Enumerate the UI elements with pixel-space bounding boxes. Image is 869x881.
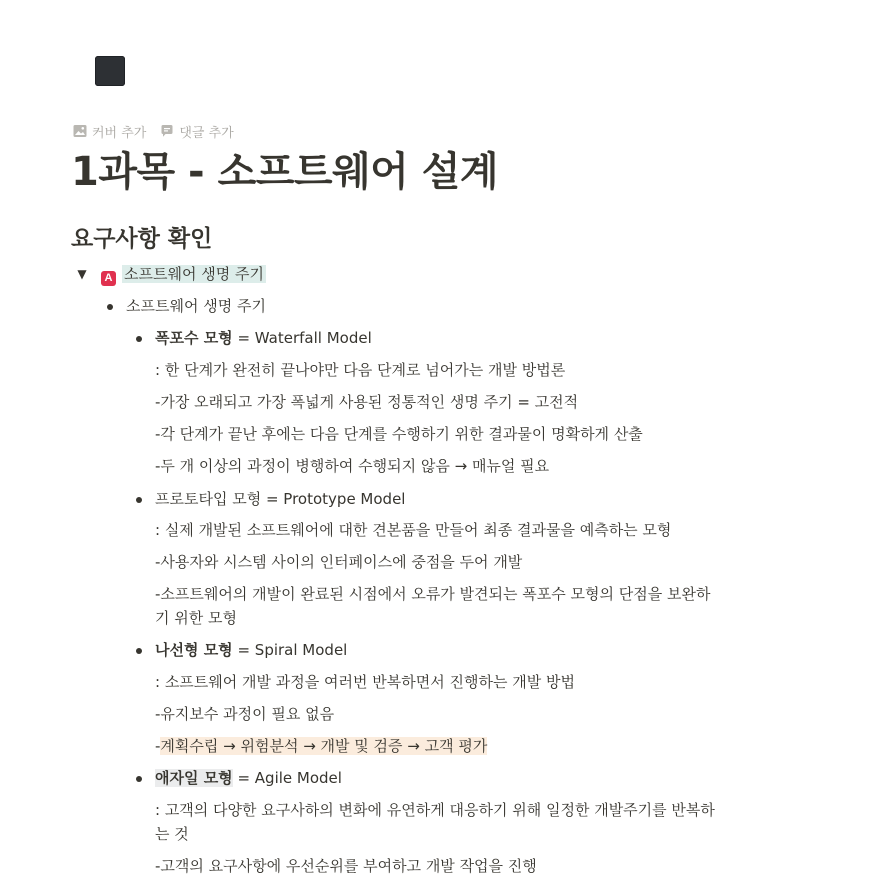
- section-heading[interactable]: 요구사항 확인: [71, 226, 213, 252]
- add-cover-label: 커버 추가: [92, 125, 147, 141]
- text-line[interactable]: : 한 단계가 완전히 끝나야만 다음 단계로 넘어가는 개발 방법론: [155, 361, 566, 379]
- add-cover-button[interactable]: [73, 122, 146, 141]
- a-letter-icon: A: [101, 271, 116, 286]
- page-controls: [73, 121, 234, 141]
- list-item-prototype[interactable]: 프로토타입 모형 = Prototype Model: [155, 490, 406, 508]
- list-item-agile[interactable]: [155, 766, 342, 790]
- text-line[interactable]: -각 단계가 끝난 후에는 다음 단계를 수행하기 위한 결과물이 명확하게 산출: [155, 425, 643, 443]
- bullet-icon: [136, 776, 142, 782]
- bullet-icon: [136, 648, 142, 654]
- add-comment-button[interactable]: [160, 122, 233, 141]
- waterfall-suffix: = Waterfall Model: [232, 329, 372, 347]
- spiral-suffix: = Spiral Model: [232, 641, 348, 659]
- list-item-lifecycle[interactable]: 소프트웨어 생명 주기: [126, 297, 266, 315]
- list-item-spiral[interactable]: [155, 638, 347, 662]
- text-line[interactable]: -사용자와 시스템 사이의 인터페이스에 중점을 두어 개발: [155, 553, 523, 571]
- page-title[interactable]: 1과목 - 소프트웨어 설계: [71, 149, 498, 195]
- agile-name: 애자일 모형: [155, 769, 233, 787]
- toggle-block[interactable]: [101, 262, 266, 286]
- text-line[interactable]: : 실제 개발된 소프트웨어에 대한 견본품을 만들어 최종 결과물을 예측하는 모형: [155, 521, 672, 539]
- page-icon[interactable]: [95, 56, 125, 86]
- add-comment-label: 댓글 추가: [179, 125, 234, 141]
- toggle-label: 소프트웨어 생명 주기: [124, 265, 264, 283]
- text-line[interactable]: -소프트웨어의 개발이 완료된 시점에서 오류가 발견되는 폭포수 모형의 단점을 보완하: [155, 585, 711, 603]
- bullet-icon: [107, 304, 113, 310]
- text-line[interactable]: : 소프트웨어 개발 과정을 여러번 반복하면서 진행하는 개발 방법: [155, 673, 575, 691]
- text-line-highlight[interactable]: [155, 734, 487, 758]
- agile-suffix: = Agile Model: [232, 769, 342, 787]
- spiral-process-highlight: 계획수립 → 위험분석 → 개발 및 검증 → 고객 평가: [160, 737, 488, 755]
- text-line[interactable]: 는 것: [155, 825, 189, 843]
- list-item-waterfall[interactable]: [155, 326, 372, 350]
- text-line[interactable]: 기 위한 모형: [155, 609, 237, 627]
- text-line[interactable]: -고객의 요구사항에 우선순위를 부여하고 개발 작업을 진행: [155, 857, 537, 875]
- bullet-icon: [136, 336, 142, 342]
- image-icon: [73, 124, 87, 138]
- spiral-name: 나선형 모형: [155, 641, 233, 659]
- comment-icon: [160, 124, 174, 138]
- text-line[interactable]: : 고객의 다양한 요구사하의 변화에 유연하게 대응하기 위해 일정한 개발주기를 반복하: [155, 801, 715, 819]
- bullet-icon: [136, 497, 142, 503]
- text-line[interactable]: -가장 오래되고 가장 폭넓게 사용된 정통적인 생명 주기 = 고전적: [155, 393, 579, 411]
- text-line[interactable]: -유지보수 과정이 필요 없음: [155, 705, 335, 723]
- waterfall-name: 폭포수 모형: [155, 329, 233, 347]
- toggle-arrow-icon[interactable]: ▼: [77, 267, 87, 281]
- dash: -: [155, 737, 161, 755]
- text-line[interactable]: -두 개 이상의 과정이 병행하여 수행되지 않음 → 매뉴얼 필요: [155, 457, 550, 475]
